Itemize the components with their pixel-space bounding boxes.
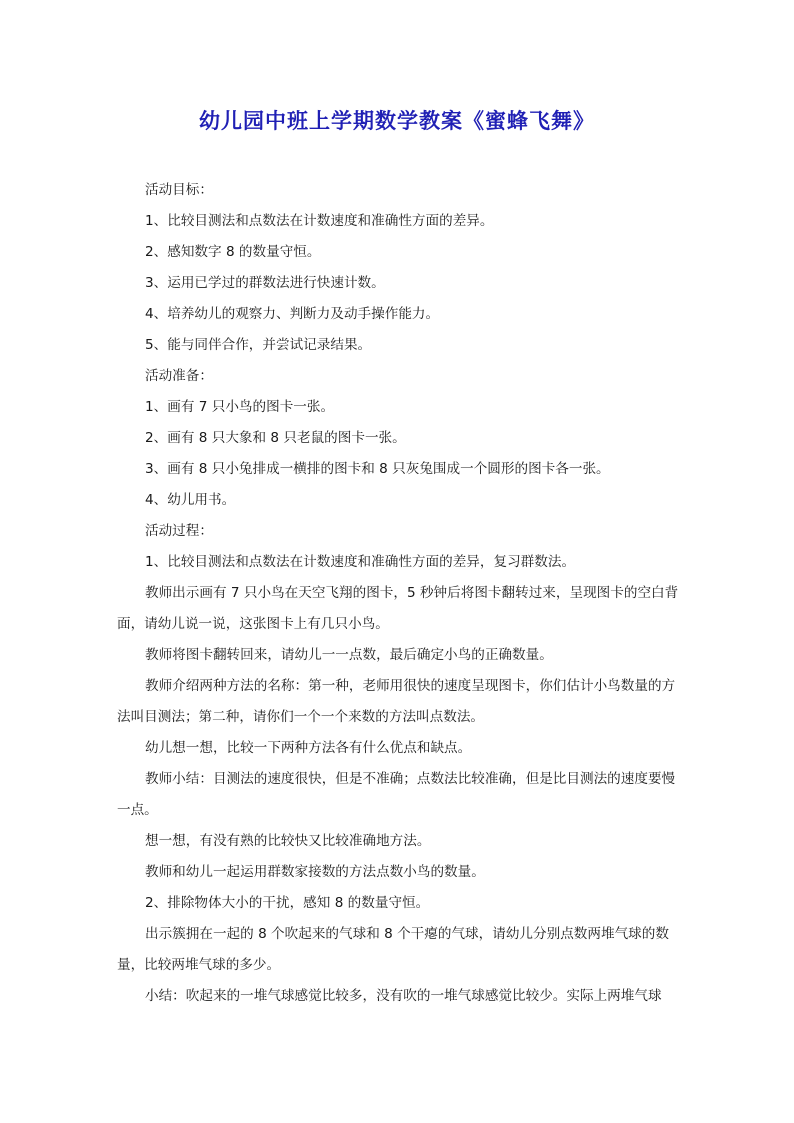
paragraph: 想一想，有没有熟的比较快又比较准确地方法。 bbox=[145, 833, 431, 849]
paragraph: 2、排除物体大小的干扰，感知 8 的数量守恒。 bbox=[145, 895, 430, 911]
paragraph: 活动过程： bbox=[145, 523, 213, 539]
paragraph: 活动目标： bbox=[145, 182, 213, 198]
page-title: 幼儿园中班上学期数学教案《蜜蜂飞舞》 bbox=[199, 108, 595, 133]
paragraph: 活动准备： bbox=[145, 368, 213, 384]
paragraph: 4、培养幼儿的观察力、判断力及动手操作能力。 bbox=[145, 306, 440, 322]
paragraph: 出示簇拥在一起的 8 个吹起来的气球和 8 个干瘪的气球，请幼儿分别点数两堆气球的数量，比较两堆气球的多少。 bbox=[117, 926, 669, 973]
paragraph: 5、能与同伴合作，并尝试记录结果。 bbox=[145, 337, 372, 353]
paragraph: 1、比较目测法和点数法在计数速度和准确性方面的差异，复习群数法。 bbox=[145, 554, 576, 570]
paragraph: 3、运用已学过的群数法进行快速计数。 bbox=[145, 275, 385, 291]
paragraph: 2、画有 8 只大象和 8 只老鼠的图卡一张。 bbox=[145, 430, 406, 446]
paragraph: 教师小结：目测法的速度很快，但是不准确；点数法比较准确，但是比目测法的速度要慢一点。 bbox=[117, 771, 676, 818]
paragraph: 幼儿想一想，比较一下两种方法各有什么优点和缺点。 bbox=[145, 740, 472, 756]
paragraph: 小结：吹起来的一堆气球感觉比较多，没有吹的一堆气球感觉比较少。实际上两堆气球 bbox=[145, 988, 662, 1004]
paragraph: 1、比较目测法和点数法在计数速度和准确性方面的差异。 bbox=[145, 213, 494, 229]
paragraph: 4、幼儿用书。 bbox=[145, 492, 236, 508]
paragraph: 教师出示画有 7 只小鸟在天空飞翔的图卡，5 秒钟后将图卡翻转过来，呈现图卡的空白背面，请幼儿说一说，这张图卡上有几只小鸟。 bbox=[117, 585, 679, 632]
paragraph: 教师介绍两种方法的名称：第一种，老师用很快的速度呈现图卡，你们估计小鸟数量的方法叫目测法；第二种，请你们一个一个来数的方法叫点数法。 bbox=[117, 678, 676, 725]
paragraph: 3、画有 8 只小兔排成一横排的图卡和 8 只灰兔围成一个圆形的图卡各一张。 bbox=[145, 461, 610, 477]
paragraph: 2、感知数字 8 的数量守恒。 bbox=[145, 244, 321, 260]
document-body bbox=[117, 175, 683, 1012]
paragraph: 教师和幼儿一起运用群数家接数的方法点数小鸟的数量。 bbox=[145, 864, 485, 880]
paragraph: 教师将图卡翻转回来，请幼儿一一点数，最后确定小鸟的正确数量。 bbox=[145, 647, 553, 663]
paragraph: 1、画有 7 只小鸟的图卡一张。 bbox=[145, 399, 335, 415]
